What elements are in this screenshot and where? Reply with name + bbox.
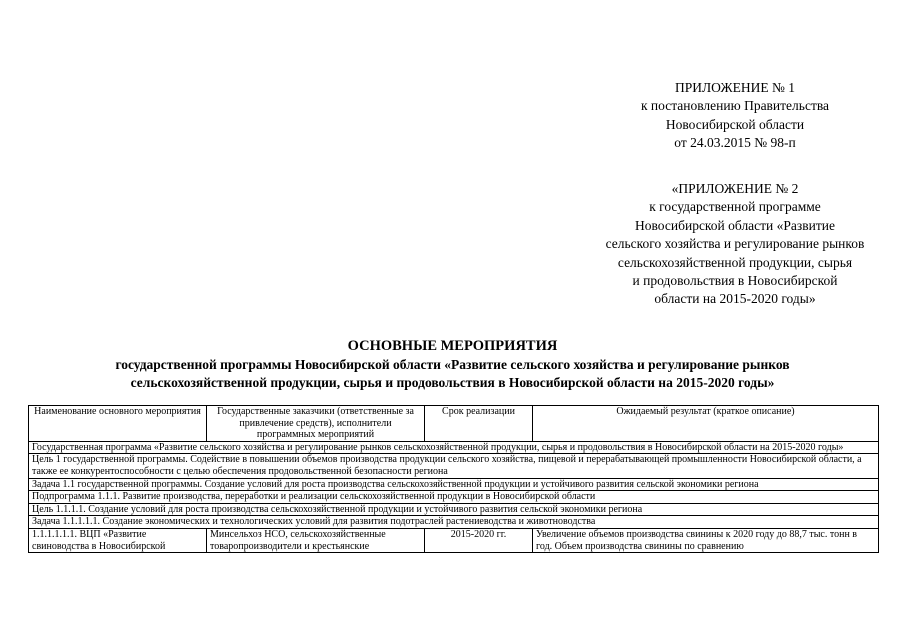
document-title: [0, 337, 905, 392]
task-row: Задача 1.1 государственной программы. Создание условий для роста производства сельскохозяйственной продукции и устойчивого развития сельской экономики региона: [29, 478, 879, 491]
table-row: [29, 454, 879, 478]
appendix-1-line: от 24.03.2015 № 98-п: [674, 135, 796, 151]
appendix-1-header: [600, 79, 870, 153]
appendix-2-line: области на 2015-2020 годы»: [654, 291, 816, 307]
title-line-3: сельскохозяйственной продукции, сырья и продовольствия в Новосибирской области на 2015-2020 годы»: [130, 375, 775, 390]
appendix-2-line: сельского хозяйства и регулирование рынков: [605, 236, 865, 252]
table-row: [29, 516, 879, 529]
header-period: Срок реализации: [425, 406, 533, 442]
header-customers: Государственные заказчики (ответственные за привлечение средств), исполнители программных мероприятий: [207, 406, 425, 442]
appendix-2-line: к государственной программе: [649, 199, 821, 215]
cell-measure-name: 1.1.1.1.1.1. ВЦП «Развитие свиноводства в Новосибирской: [29, 528, 207, 552]
title-line-2: государственной программы Новосибирской области «Развитие сельского хозяйства и регулирование рынков: [115, 357, 790, 372]
table-row: [29, 441, 879, 454]
appendix-2-line: сельскохозяйственной продукции, сырья: [617, 254, 853, 270]
table-row: [29, 491, 879, 504]
appendix-1-line: ПРИЛОЖЕНИЕ № 1: [674, 80, 796, 95]
appendix-1-line: Новосибирской области: [665, 116, 805, 132]
appendix-2-header: [560, 180, 905, 309]
table-row: [29, 478, 879, 491]
measures-table: [28, 405, 879, 553]
header-result: Ожидаемый результат (краткое описание): [533, 406, 879, 442]
cell-customers: Минсельхоз НСО, сельскохозяйственные товаропроизводители и крестьянские: [207, 528, 425, 552]
goal-row: Цель 1 государственной программы. Содействие в повышении объемов производства продукции сельского хозяйства, пищевой и перерабатывающей промышленности Новосибирской области, а также ее конкурентоспособности с целью обеспечения продовольственной безопасности региона: [29, 454, 879, 478]
program-row: Государственная программа «Развитие сельского хозяйства и регулирование рынков сельскохозяйственной продукции, сырья и продовольствия в Новосибирской области на 2015-2020 годы»: [29, 441, 879, 454]
table-row: [29, 503, 879, 516]
title-main: ОСНОВНЫЕ МЕРОПРИЯТИЯ: [347, 338, 558, 354]
subgoal-row: Цель 1.1.1.1. Создание условий для роста производства сельскохозяйственной продукции и устойчивого развития сельской экономики региона: [29, 503, 879, 516]
cell-result: Увеличение объемов производства свинины к 2020 году до 88,7 тыс. тонн в год. Объем производства свинины по сравнению: [533, 528, 879, 552]
table-header-row: [29, 406, 879, 442]
appendix-2-line: и продовольствия в Новосибирской: [632, 273, 838, 289]
appendix-2-line: Новосибирской области «Развитие: [635, 217, 835, 233]
appendix-1-line: к постановлению Правительства: [640, 98, 830, 114]
appendix-2-line: «ПРИЛОЖЕНИЕ № 2: [671, 181, 799, 196]
table-row: [29, 528, 879, 552]
cell-period: 2015-2020 гг.: [425, 528, 533, 552]
subprogram-row: Подпрограмма 1.1.1. Развитие производства, переработки и реализации сельскохозяйственной продукции в Новосибирской области: [29, 491, 879, 504]
subtask-row: Задача 1.1.1.1.1. Создание экономических и технологических условий для развития подотраслей растениеводства и животноводства: [29, 516, 879, 529]
header-measure-name: Наименование основного мероприятия: [29, 406, 207, 442]
